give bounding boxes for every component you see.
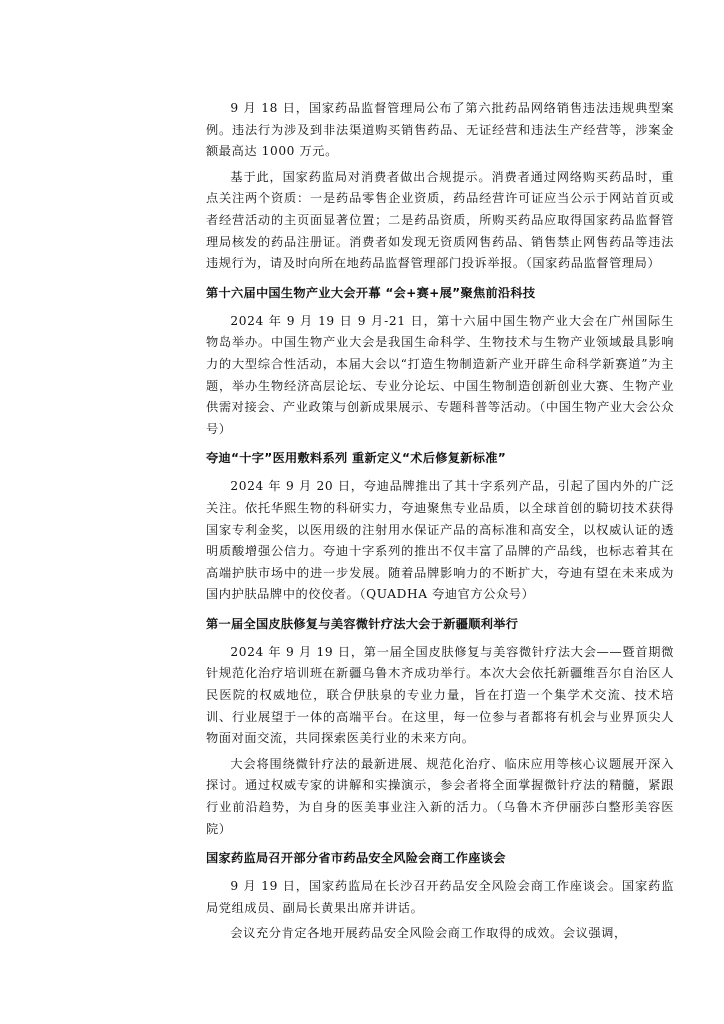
news-headline: 夸迪“十字”医用敷料系列 重新定义“术后修复新标准” bbox=[206, 451, 507, 466]
paragraph: 2024 年 9 月 19 日，第一届全国皮肤修复与美容微针疗法大会——暨首期微针规范化治疗培训班在新疆乌鲁木齐成功举行。本次大会依托新疆维吾尔自治区人民医院的权威地位，联合伊肤泉的专业力量，旨在打造一个集学术交流、技术培训、行业展望于一体的高端平台。在这里，每一位参与者都将有机会与业界顶尖人物面对面交流，共同探索医美行业的未来方向。 bbox=[206, 644, 674, 746]
paragraph: 2024 年 9 月 19 日 9 月-21 日，第十六届中国生物产业大会在广州国际生物岛举办。中国生物产业大会是我国生命科学、生物技术与生物产业领域最具影响力的大型综合性活动，本届大会以“打造生物制造新产业开辟生命科学新赛道”为主题，举办生物经济高层论坛、专业分论坛、中国生物制造创新创业大赛、生物产业供需对接会、产业政策与创新成果展示、专题科普等活动。（中国生物产业大会公众号） bbox=[206, 313, 674, 436]
article-body bbox=[206, 98, 674, 945]
paragraph: 9 月 19 日，国家药监局在长沙召开药品安全风险会商工作座谈会。国家药监局党组成员、副局长黄果出席并讲话。 bbox=[206, 879, 674, 915]
news-headline: 第十六届中国生物产业大会开幕 “会+赛+展”聚焦前沿科技 bbox=[206, 285, 536, 300]
news-headline: 第一届全国皮肤修复与美容微针疗法大会于新疆顺利举行 bbox=[206, 616, 519, 631]
paragraph: 2024 年 9 月 20 日，夸迪品牌推出了其十字系列产品，引起了国内外的广泛关注。依托华熙生物的科研实力，夸迪聚焦专业品质，以全球首创的騎切技术获得国家专利金奖，以医用级的注射用水保证产品的高标准和高安全，以权威认证的透明质酸增强公信力。夸迪十字系列的推出不仅丰富了品牌的产品线，也标志着其在高端护肤市场中的进一步发展。随着品牌影响力的不断扩大，夸迪有望在未来成为国内护肤品牌中的佼佼者。（QUADHA 夸迪官方公众号） bbox=[206, 479, 674, 602]
paragraph: 会议充分肯定各地开展药品安全风险会商工作取得的成效。会议强调， bbox=[230, 926, 627, 941]
paragraph: 9 月 18 日，国家药品监督管理局公布了第六批药品网络销售违法违规典型案例。违法行为涉及到非法渠道购买销售药品、无证经营和违法生产经营等，涉案金额最高达 1000 万元。 bbox=[206, 101, 674, 159]
paragraph: 大会将围绕微针疗法的最新进展、规范化治疗、临床应用等核心议题展开深入探讨。通过权威专家的讲解和实操演示，参会者将全面掌握微针疗法的精髓，紧跟行业前沿趋势，为自身的医美事业注入新的活力。（乌鲁木齐伊丽莎白整形美容医院） bbox=[206, 756, 674, 836]
news-headline: 国家药监局召开部分省市药品安全风险会商工作座谈会 bbox=[206, 851, 506, 866]
paragraph: 基于此，国家药监局对消费者做出合规提示。消费者通过网络购买药品时，重点关注两个资质：一是药品零售企业资质，药品经营许可证应当公示于网站首页或者经营活动的主页面显著位置；二是药品资质，所购买药品应取得国家药品监督管理局核发的药品注册证。消费者如发现无资质网售药品、销售禁止网售药品等违法违规行为，请及时向所在地药品监督管理部门投诉举报。（国家药品监督管理局） bbox=[206, 169, 674, 271]
